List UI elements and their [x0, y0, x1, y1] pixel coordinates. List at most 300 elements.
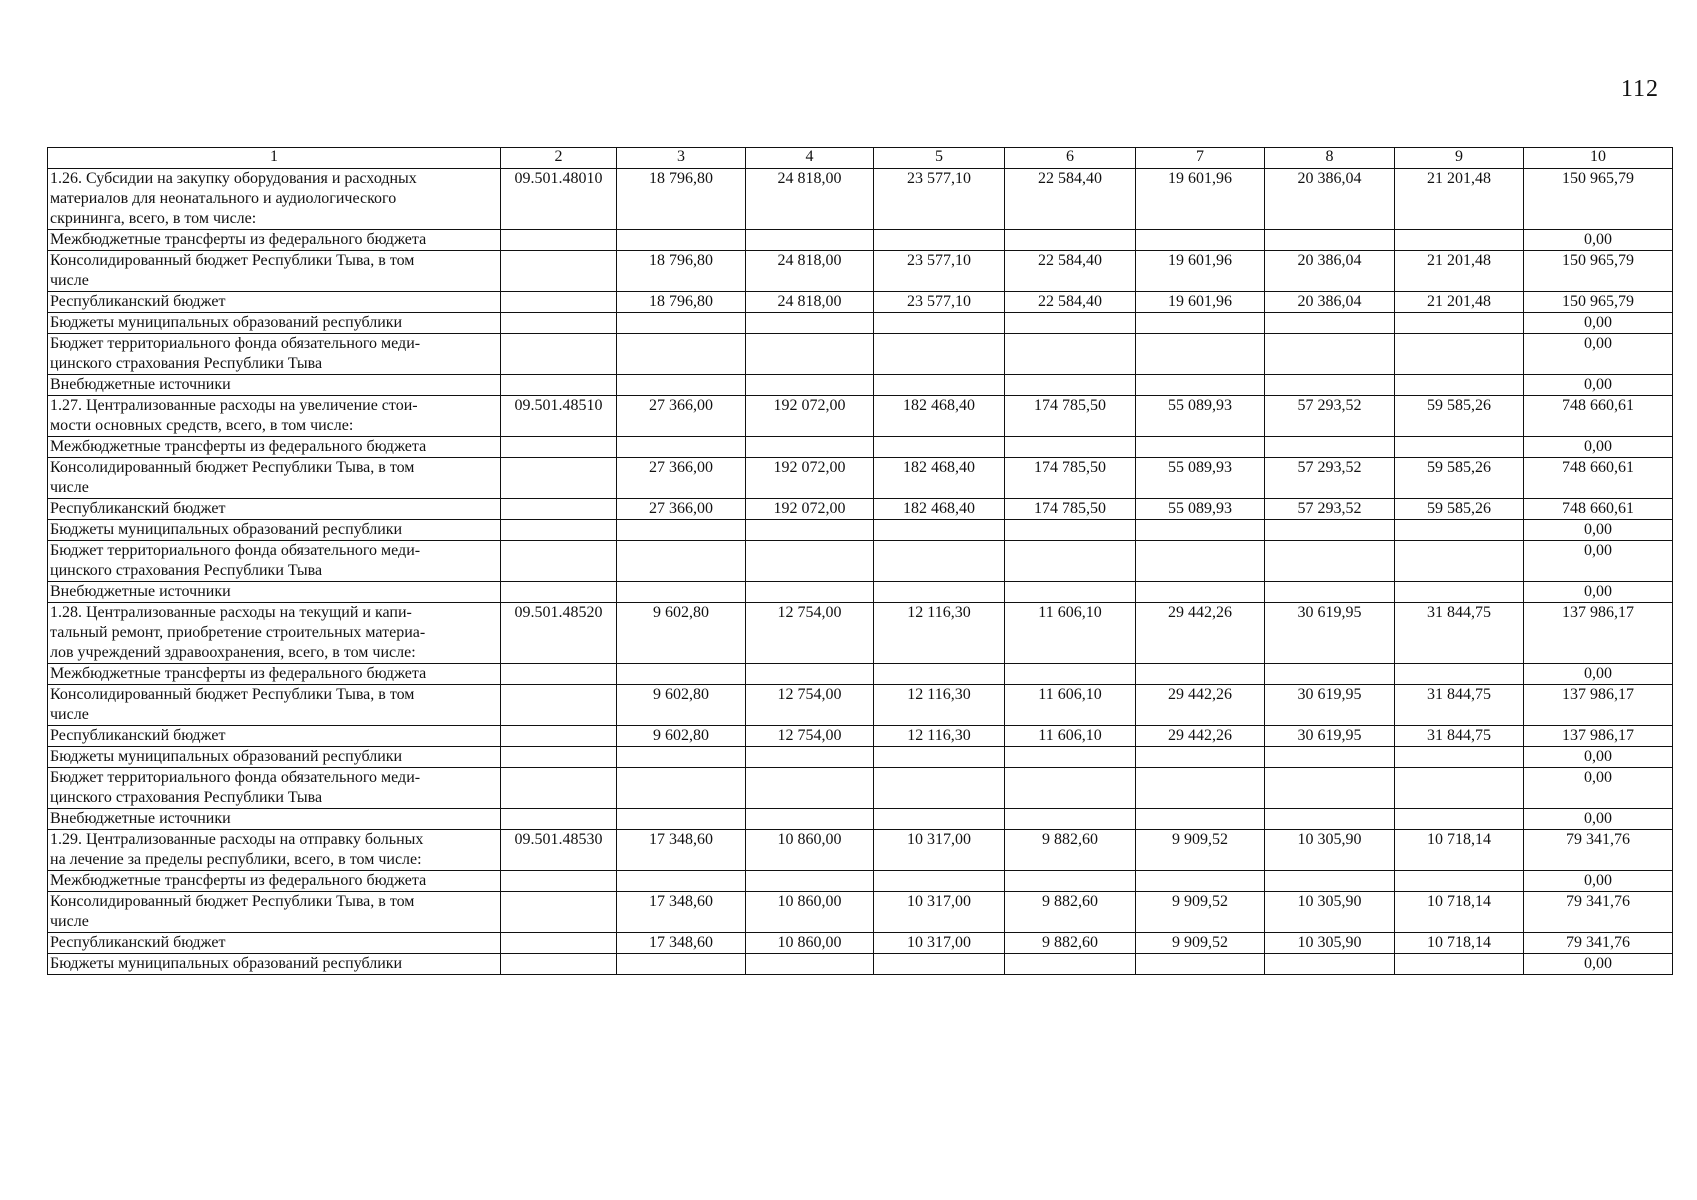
row-total-cell: 0,00 — [1524, 747, 1673, 768]
table-row — [48, 541, 1673, 582]
row-value-cell — [1136, 541, 1265, 582]
row-value-cell: 19 601,96 — [1136, 292, 1265, 313]
row-value-cell: 23 577,10 — [874, 169, 1005, 230]
table-row — [48, 499, 1673, 520]
row-value-cell: 29 442,26 — [1136, 603, 1265, 664]
row-value-cell — [1265, 437, 1395, 458]
row-value-cell: 24 818,00 — [746, 169, 874, 230]
row-value-cell: 11 606,10 — [1005, 685, 1136, 726]
row-name-cell: Республиканский бюджет — [48, 499, 501, 520]
row-value-cell — [1005, 334, 1136, 375]
table-row — [48, 768, 1673, 809]
row-value-cell: 10 305,90 — [1265, 830, 1395, 871]
row-value-cell — [1395, 747, 1524, 768]
row-value-cell — [874, 954, 1005, 975]
row-value-cell — [1005, 809, 1136, 830]
table-row — [48, 685, 1673, 726]
row-value-cell — [874, 313, 1005, 334]
row-value-cell — [1265, 313, 1395, 334]
row-value-cell — [1005, 520, 1136, 541]
row-value-cell — [617, 809, 746, 830]
row-value-cell — [874, 334, 1005, 375]
row-code-cell — [501, 809, 617, 830]
row-value-cell: 59 585,26 — [1395, 458, 1524, 499]
row-code-cell — [501, 892, 617, 933]
row-value-cell: 23 577,10 — [874, 251, 1005, 292]
row-code-cell — [501, 664, 617, 685]
row-value-cell — [1265, 520, 1395, 541]
row-value-cell — [746, 747, 874, 768]
row-value-cell — [1005, 230, 1136, 251]
row-value-cell: 22 584,40 — [1005, 169, 1136, 230]
row-value-cell: 10 317,00 — [874, 830, 1005, 871]
row-code-cell: 09.501.48520 — [501, 603, 617, 664]
row-total-cell: 0,00 — [1524, 520, 1673, 541]
row-name-cell: Бюджет территориального фонда обязательного меди- цинского страхования Республики Тыва — [48, 334, 501, 375]
column-header: 2 — [501, 148, 617, 169]
row-total-cell: 137 986,17 — [1524, 726, 1673, 747]
row-name-cell: Республиканский бюджет — [48, 933, 501, 954]
row-value-cell: 10 317,00 — [874, 892, 1005, 933]
row-value-cell: 57 293,52 — [1265, 396, 1395, 437]
row-value-cell: 12 116,30 — [874, 603, 1005, 664]
row-value-cell: 12 754,00 — [746, 726, 874, 747]
row-value-cell — [1395, 768, 1524, 809]
row-value-cell — [874, 664, 1005, 685]
row-value-cell — [746, 541, 874, 582]
row-value-cell — [874, 541, 1005, 582]
row-name-cell: Бюджеты муниципальных образований республики — [48, 954, 501, 975]
row-value-cell — [1395, 375, 1524, 396]
row-value-cell: 19 601,96 — [1136, 251, 1265, 292]
row-total-cell: 0,00 — [1524, 809, 1673, 830]
row-value-cell: 20 386,04 — [1265, 292, 1395, 313]
row-total-cell: 0,00 — [1524, 375, 1673, 396]
row-value-cell — [617, 871, 746, 892]
page-number: 112 — [1620, 76, 1659, 102]
row-value-cell — [1395, 954, 1524, 975]
row-value-cell: 11 606,10 — [1005, 726, 1136, 747]
row-value-cell — [1395, 809, 1524, 830]
table-row — [48, 830, 1673, 871]
row-value-cell — [1136, 437, 1265, 458]
row-value-cell — [746, 313, 874, 334]
row-value-cell — [1395, 334, 1524, 375]
row-value-cell — [746, 809, 874, 830]
row-value-cell — [746, 520, 874, 541]
row-value-cell — [617, 664, 746, 685]
table-row — [48, 437, 1673, 458]
row-value-cell: 18 796,80 — [617, 292, 746, 313]
row-name-cell: Межбюджетные трансферты из федерального бюджета — [48, 664, 501, 685]
row-code-cell — [501, 437, 617, 458]
column-header: 7 — [1136, 148, 1265, 169]
row-value-cell — [746, 230, 874, 251]
row-total-cell: 150 965,79 — [1524, 169, 1673, 230]
table-row — [48, 251, 1673, 292]
row-value-cell: 9 602,80 — [617, 603, 746, 664]
row-name-cell: 1.28. Централизованные расходы на текущий и капи- тальный ремонт, приобретение строительных материа- лов учреждений здравоохранения, всего, в том числе: — [48, 603, 501, 664]
row-value-cell: 192 072,00 — [746, 499, 874, 520]
row-code-cell — [501, 520, 617, 541]
row-value-cell: 9 882,60 — [1005, 892, 1136, 933]
row-total-cell: 748 660,61 — [1524, 396, 1673, 437]
table-row — [48, 375, 1673, 396]
row-code-cell — [501, 685, 617, 726]
row-value-cell — [1265, 582, 1395, 603]
row-value-cell: 20 386,04 — [1265, 251, 1395, 292]
row-value-cell — [617, 520, 746, 541]
table-row — [48, 664, 1673, 685]
row-value-cell: 55 089,93 — [1136, 396, 1265, 437]
row-value-cell — [1265, 768, 1395, 809]
row-value-cell — [746, 954, 874, 975]
row-value-cell — [874, 375, 1005, 396]
row-value-cell — [1265, 871, 1395, 892]
row-code-cell — [501, 458, 617, 499]
row-code-cell — [501, 313, 617, 334]
row-value-cell: 31 844,75 — [1395, 726, 1524, 747]
row-value-cell — [617, 582, 746, 603]
row-value-cell — [1005, 541, 1136, 582]
row-value-cell — [1136, 954, 1265, 975]
table-row — [48, 871, 1673, 892]
row-name-cell: Внебюджетные источники — [48, 375, 501, 396]
row-code-cell: 09.501.48510 — [501, 396, 617, 437]
row-value-cell — [1395, 437, 1524, 458]
row-value-cell — [1005, 375, 1136, 396]
row-value-cell: 55 089,93 — [1136, 458, 1265, 499]
row-value-cell — [1005, 437, 1136, 458]
table-row — [48, 230, 1673, 251]
row-value-cell — [617, 954, 746, 975]
table-row — [48, 892, 1673, 933]
row-value-cell: 17 348,60 — [617, 933, 746, 954]
row-value-cell — [617, 541, 746, 582]
row-name-cell: Бюджеты муниципальных образований республики — [48, 747, 501, 768]
row-value-cell: 10 317,00 — [874, 933, 1005, 954]
row-name-cell: 1.29. Централизованные расходы на отправку больных на лечение за пределы республики, всего, в том числе: — [48, 830, 501, 871]
column-header: 10 — [1524, 148, 1673, 169]
row-code-cell — [501, 375, 617, 396]
row-total-cell: 150 965,79 — [1524, 251, 1673, 292]
row-value-cell — [617, 230, 746, 251]
row-value-cell: 22 584,40 — [1005, 292, 1136, 313]
row-value-cell — [1265, 664, 1395, 685]
table-row — [48, 458, 1673, 499]
row-value-cell — [1005, 871, 1136, 892]
row-value-cell: 57 293,52 — [1265, 499, 1395, 520]
row-value-cell: 17 348,60 — [617, 830, 746, 871]
row-name-cell: Бюджеты муниципальных образований республики — [48, 313, 501, 334]
row-total-cell: 0,00 — [1524, 334, 1673, 375]
table-row — [48, 582, 1673, 603]
row-total-cell: 0,00 — [1524, 230, 1673, 251]
row-value-cell: 9 882,60 — [1005, 830, 1136, 871]
table-row — [48, 603, 1673, 664]
row-value-cell — [1265, 375, 1395, 396]
row-value-cell — [1136, 520, 1265, 541]
row-code-cell — [501, 230, 617, 251]
row-value-cell: 11 606,10 — [1005, 603, 1136, 664]
row-value-cell — [1395, 313, 1524, 334]
row-name-cell: Консолидированный бюджет Республики Тыва, в том числе — [48, 685, 501, 726]
row-value-cell: 20 386,04 — [1265, 169, 1395, 230]
table-row — [48, 396, 1673, 437]
row-total-cell: 0,00 — [1524, 954, 1673, 975]
row-total-cell: 79 341,76 — [1524, 892, 1673, 933]
column-header: 4 — [746, 148, 874, 169]
row-value-cell: 10 860,00 — [746, 933, 874, 954]
row-code-cell: 09.501.48010 — [501, 169, 617, 230]
row-value-cell: 182 468,40 — [874, 458, 1005, 499]
table-row — [48, 726, 1673, 747]
row-value-cell: 30 619,95 — [1265, 685, 1395, 726]
row-value-cell: 9 882,60 — [1005, 933, 1136, 954]
row-value-cell: 192 072,00 — [746, 458, 874, 499]
row-value-cell: 59 585,26 — [1395, 396, 1524, 437]
row-value-cell: 9 909,52 — [1136, 933, 1265, 954]
row-name-cell: 1.27. Централизованные расходы на увеличение стои- мости основных средств, всего, в том числе: — [48, 396, 501, 437]
row-total-cell: 137 986,17 — [1524, 603, 1673, 664]
row-value-cell — [1265, 230, 1395, 251]
row-value-cell — [1395, 541, 1524, 582]
row-value-cell — [1395, 871, 1524, 892]
row-value-cell — [1395, 664, 1524, 685]
row-value-cell — [1136, 747, 1265, 768]
row-value-cell: 27 366,00 — [617, 458, 746, 499]
row-value-cell — [1005, 582, 1136, 603]
row-name-cell: Бюджеты муниципальных образований республики — [48, 520, 501, 541]
row-value-cell: 24 818,00 — [746, 251, 874, 292]
row-code-cell — [501, 499, 617, 520]
row-total-cell: 748 660,61 — [1524, 458, 1673, 499]
row-value-cell — [1005, 954, 1136, 975]
row-total-cell: 0,00 — [1524, 437, 1673, 458]
row-value-cell: 9 909,52 — [1136, 830, 1265, 871]
row-value-cell: 21 201,48 — [1395, 251, 1524, 292]
row-value-cell — [617, 437, 746, 458]
column-header: 8 — [1265, 148, 1395, 169]
row-value-cell: 12 116,30 — [874, 685, 1005, 726]
row-value-cell — [1265, 954, 1395, 975]
row-code-cell — [501, 933, 617, 954]
row-value-cell: 174 785,50 — [1005, 396, 1136, 437]
row-code-cell — [501, 726, 617, 747]
row-value-cell — [617, 747, 746, 768]
row-value-cell — [874, 747, 1005, 768]
row-name-cell: Межбюджетные трансферты из федерального бюджета — [48, 437, 501, 458]
row-value-cell: 12 754,00 — [746, 603, 874, 664]
row-value-cell: 22 584,40 — [1005, 251, 1136, 292]
row-name-cell: Бюджет территориального фонда обязательного меди- цинского страхования Республики Тыва — [48, 768, 501, 809]
row-value-cell: 21 201,48 — [1395, 292, 1524, 313]
row-value-cell: 31 844,75 — [1395, 685, 1524, 726]
row-value-cell: 182 468,40 — [874, 396, 1005, 437]
row-value-cell — [1005, 747, 1136, 768]
table-row — [48, 520, 1673, 541]
row-value-cell: 10 860,00 — [746, 892, 874, 933]
row-code-cell — [501, 251, 617, 292]
row-value-cell — [746, 437, 874, 458]
row-value-cell: 18 796,80 — [617, 169, 746, 230]
row-value-cell — [1136, 334, 1265, 375]
row-value-cell — [1136, 313, 1265, 334]
row-value-cell — [1005, 313, 1136, 334]
row-value-cell: 29 442,26 — [1136, 685, 1265, 726]
row-name-cell: Бюджет территориального фонда обязательного меди- цинского страхования Республики Тыва — [48, 541, 501, 582]
row-name-cell: Консолидированный бюджет Республики Тыва, в том числе — [48, 251, 501, 292]
budget-table — [47, 147, 1673, 975]
row-value-cell — [874, 230, 1005, 251]
row-value-cell — [746, 664, 874, 685]
row-code-cell — [501, 292, 617, 313]
row-value-cell — [746, 871, 874, 892]
row-total-cell: 79 341,76 — [1524, 830, 1673, 871]
row-value-cell — [1136, 664, 1265, 685]
row-value-cell: 19 601,96 — [1136, 169, 1265, 230]
row-value-cell — [1265, 809, 1395, 830]
row-value-cell: 30 619,95 — [1265, 726, 1395, 747]
row-value-cell: 174 785,50 — [1005, 499, 1136, 520]
row-value-cell: 10 718,14 — [1395, 892, 1524, 933]
row-name-cell: Консолидированный бюджет Республики Тыва, в том числе — [48, 458, 501, 499]
row-code-cell — [501, 954, 617, 975]
table-row — [48, 954, 1673, 975]
row-value-cell — [617, 313, 746, 334]
row-name-cell: Межбюджетные трансферты из федерального бюджета — [48, 871, 501, 892]
row-code-cell: 09.501.48530 — [501, 830, 617, 871]
row-value-cell: 18 796,80 — [617, 251, 746, 292]
row-total-cell: 150 965,79 — [1524, 292, 1673, 313]
row-value-cell: 24 818,00 — [746, 292, 874, 313]
row-total-cell: 79 341,76 — [1524, 933, 1673, 954]
row-value-cell: 10 718,14 — [1395, 933, 1524, 954]
row-value-cell — [1395, 230, 1524, 251]
row-value-cell — [746, 334, 874, 375]
row-value-cell — [1136, 375, 1265, 396]
column-number-header-row — [48, 148, 1673, 169]
row-code-cell — [501, 768, 617, 809]
row-value-cell — [746, 768, 874, 809]
row-value-cell — [1265, 747, 1395, 768]
row-name-cell: 1.26. Субсидии на закупку оборудования и расходных материалов для неонатального и аудиологического скрининга, всего, в том числе: — [48, 169, 501, 230]
row-value-cell: 29 442,26 — [1136, 726, 1265, 747]
row-value-cell: 174 785,50 — [1005, 458, 1136, 499]
row-value-cell: 9 602,80 — [617, 685, 746, 726]
row-value-cell: 9 909,52 — [1136, 892, 1265, 933]
row-name-cell: Внебюджетные источники — [48, 809, 501, 830]
row-value-cell — [874, 809, 1005, 830]
row-value-cell: 10 305,90 — [1265, 933, 1395, 954]
table-row — [48, 313, 1673, 334]
row-name-cell: Республиканский бюджет — [48, 726, 501, 747]
row-value-cell: 21 201,48 — [1395, 169, 1524, 230]
row-value-cell: 23 577,10 — [874, 292, 1005, 313]
column-header: 1 — [48, 148, 501, 169]
row-value-cell — [746, 582, 874, 603]
column-header: 5 — [874, 148, 1005, 169]
row-total-cell: 748 660,61 — [1524, 499, 1673, 520]
row-value-cell — [1265, 541, 1395, 582]
row-value-cell: 9 602,80 — [617, 726, 746, 747]
table-row — [48, 747, 1673, 768]
row-value-cell: 30 619,95 — [1265, 603, 1395, 664]
column-header: 3 — [617, 148, 746, 169]
table-row — [48, 292, 1673, 313]
row-value-cell — [1265, 334, 1395, 375]
row-value-cell: 31 844,75 — [1395, 603, 1524, 664]
row-name-cell: Межбюджетные трансферты из федерального бюджета — [48, 230, 501, 251]
row-value-cell: 12 116,30 — [874, 726, 1005, 747]
row-value-cell: 192 072,00 — [746, 396, 874, 437]
table-body — [48, 148, 1673, 975]
row-value-cell — [746, 375, 874, 396]
column-header: 9 — [1395, 148, 1524, 169]
row-total-cell: 0,00 — [1524, 871, 1673, 892]
row-value-cell — [874, 871, 1005, 892]
row-code-cell — [501, 747, 617, 768]
row-value-cell: 182 468,40 — [874, 499, 1005, 520]
table-row — [48, 933, 1673, 954]
row-value-cell — [1136, 582, 1265, 603]
row-code-cell — [501, 541, 617, 582]
row-value-cell — [1395, 520, 1524, 541]
row-name-cell: Внебюджетные источники — [48, 582, 501, 603]
row-total-cell: 0,00 — [1524, 582, 1673, 603]
row-value-cell — [1395, 582, 1524, 603]
row-value-cell: 59 585,26 — [1395, 499, 1524, 520]
table-row — [48, 169, 1673, 230]
table-row — [48, 334, 1673, 375]
row-value-cell: 12 754,00 — [746, 685, 874, 726]
row-code-cell — [501, 871, 617, 892]
row-total-cell: 0,00 — [1524, 664, 1673, 685]
row-code-cell — [501, 582, 617, 603]
row-value-cell: 57 293,52 — [1265, 458, 1395, 499]
row-value-cell — [1136, 809, 1265, 830]
row-value-cell: 10 718,14 — [1395, 830, 1524, 871]
row-total-cell: 137 986,17 — [1524, 685, 1673, 726]
row-code-cell — [501, 334, 617, 375]
row-value-cell — [874, 582, 1005, 603]
row-value-cell: 10 860,00 — [746, 830, 874, 871]
row-value-cell — [1005, 768, 1136, 809]
table-row — [48, 809, 1673, 830]
row-value-cell — [617, 334, 746, 375]
row-total-cell: 0,00 — [1524, 313, 1673, 334]
row-value-cell — [1136, 871, 1265, 892]
row-value-cell — [617, 768, 746, 809]
row-name-cell: Консолидированный бюджет Республики Тыва, в том числе — [48, 892, 501, 933]
row-value-cell: 27 366,00 — [617, 396, 746, 437]
column-header: 6 — [1005, 148, 1136, 169]
row-value-cell — [874, 768, 1005, 809]
row-value-cell — [874, 520, 1005, 541]
row-value-cell: 17 348,60 — [617, 892, 746, 933]
row-total-cell: 0,00 — [1524, 768, 1673, 809]
row-value-cell — [1136, 768, 1265, 809]
row-value-cell — [1136, 230, 1265, 251]
row-value-cell: 27 366,00 — [617, 499, 746, 520]
row-value-cell: 55 089,93 — [1136, 499, 1265, 520]
row-value-cell — [1005, 664, 1136, 685]
row-value-cell: 10 305,90 — [1265, 892, 1395, 933]
row-name-cell: Республиканский бюджет — [48, 292, 501, 313]
row-value-cell — [874, 437, 1005, 458]
row-total-cell: 0,00 — [1524, 541, 1673, 582]
row-value-cell — [617, 375, 746, 396]
